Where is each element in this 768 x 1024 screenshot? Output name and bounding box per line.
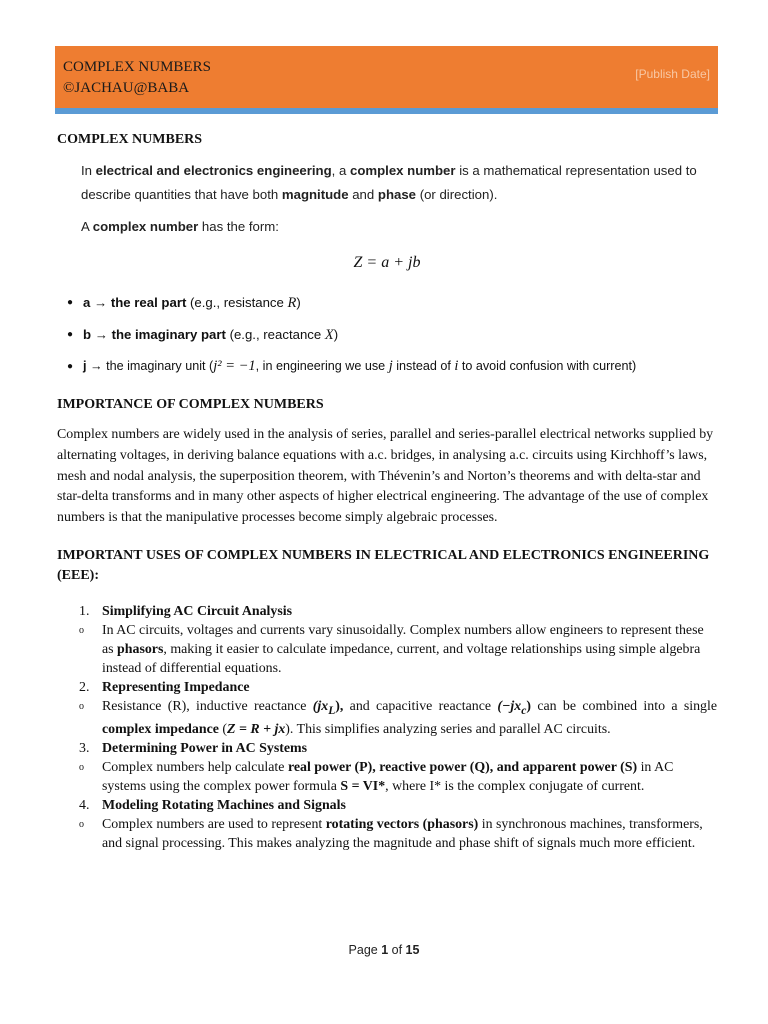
use-title: Modeling Rotating Machines and Signals: [102, 797, 346, 813]
use-1-detail: o In AC circuits, voltages and currents vary sinusoidally. Complex numbers allow engineers to represent these as phasors, making it easier to calculate impedance, current, and voltage relationships using simple algebra instead of differential equations.: [79, 622, 704, 676]
formula-z: Z = a + jb: [353, 254, 421, 271]
header-title-line1: COMPLEX NUMBERS: [63, 59, 211, 75]
section-heading-complex-numbers: COMPLEX NUMBERS: [57, 132, 203, 147]
page-number: 1: [381, 943, 389, 957]
bullet-icon: ●: [67, 297, 74, 308]
header-title-line2: ©JACHAU@BABA: [63, 80, 190, 96]
list-item-imaginary-unit: ● j → the imaginary unit (j² = −1, in engineering we use j instead of i to avoid confusion with current): [83, 351, 717, 382]
use-2-detail: o Resistance (R), inductive reactance $(jx_L)$, and capacitive reactance $(-jx_c)$ can be combined into a single complex impedance (Z = R + jx). This simplifies analyzing series and parallel AC circuits.: [79, 698, 717, 737]
bullet-icon: ●: [67, 361, 74, 372]
circle-bullet-icon: o: [79, 761, 84, 773]
circle-bullet-icon: o: [79, 624, 84, 636]
header-title: [63, 57, 211, 99]
list-item-imaginary-part: ● b → the imaginary part (e.g., reactance X): [83, 319, 717, 351]
use-title: Representing Impedance: [102, 679, 250, 695]
section-heading-uses: IMPORTANT USES OF COMPLEX NUMBERS IN ELECTRICAL AND ELECTRONICS ENGINEERING (EEE):: [57, 547, 710, 583]
importance-paragraph: Complex numbers are widely used in the analysis of series, parallel and series-parallel electrical networks supplied by alternating voltages, in deriving balance equations with a.c. bridges, in analysing a.c. circuits using Kirchhoff’s laws, mesh and nodal analysis, the superposition theorem, with Thévenin’s and Norton’s theorems and with delta-star and star-delta transforms and in many other aspects of higher electrical engineering. The advantage of the use of complex numbers is that the manipulative processes become simply algebraic processes.: [57, 427, 714, 526]
parts-list: [57, 287, 717, 382]
intro-paragraph-2: A complex number has the form:: [81, 219, 279, 234]
list-item-use-4: 4. Modeling Rotating Machines and Signals: [79, 797, 346, 813]
circle-bullet-icon: o: [79, 818, 84, 830]
intro-paragraph-1: In electrical and electronics engineering, a complex number is a mathematical representation used to describe quantities that have both magnitude and phase (or direction).: [81, 163, 697, 202]
header-stripe: [55, 108, 718, 114]
use-4-detail: o Complex numbers are used to represent rotating vectors (phasors) in synchronous machines, transformers, and signal processing. This makes analyzing the magnitude and phase shift of signals much more efficient.: [79, 816, 703, 851]
list-item-use-1: 1. Simplifying AC Circuit Analysis: [79, 603, 293, 619]
list-item-real-part: ● a → the real part (e.g., resistance R): [83, 287, 717, 319]
page-total: 15: [405, 943, 420, 957]
list-item-use-2: 2. Representing Impedance: [79, 679, 250, 695]
use-title: Determining Power in AC Systems: [102, 740, 307, 756]
list-item-use-3: 3. Determining Power in AC Systems: [79, 740, 307, 756]
page-content: [57, 131, 717, 853]
use-title: Simplifying AC Circuit Analysis: [102, 603, 293, 619]
circle-bullet-icon: o: [79, 700, 84, 712]
section-heading-importance: IMPORTANCE OF COMPLEX NUMBERS: [57, 397, 324, 412]
intro-block: [81, 159, 717, 239]
bullet-icon: ●: [67, 329, 74, 340]
page-footer: Page 1 of 15: [348, 943, 420, 957]
uses-list: [57, 602, 717, 853]
use-3-detail: o Complex numbers help calculate real power (P), reactive power (Q), and apparent power (S) in AC systems using the complex power formula S = VI*, where I* is the complex conjugate of current.: [79, 759, 674, 794]
publish-date[interactable]: [Publish Date]: [635, 67, 710, 81]
